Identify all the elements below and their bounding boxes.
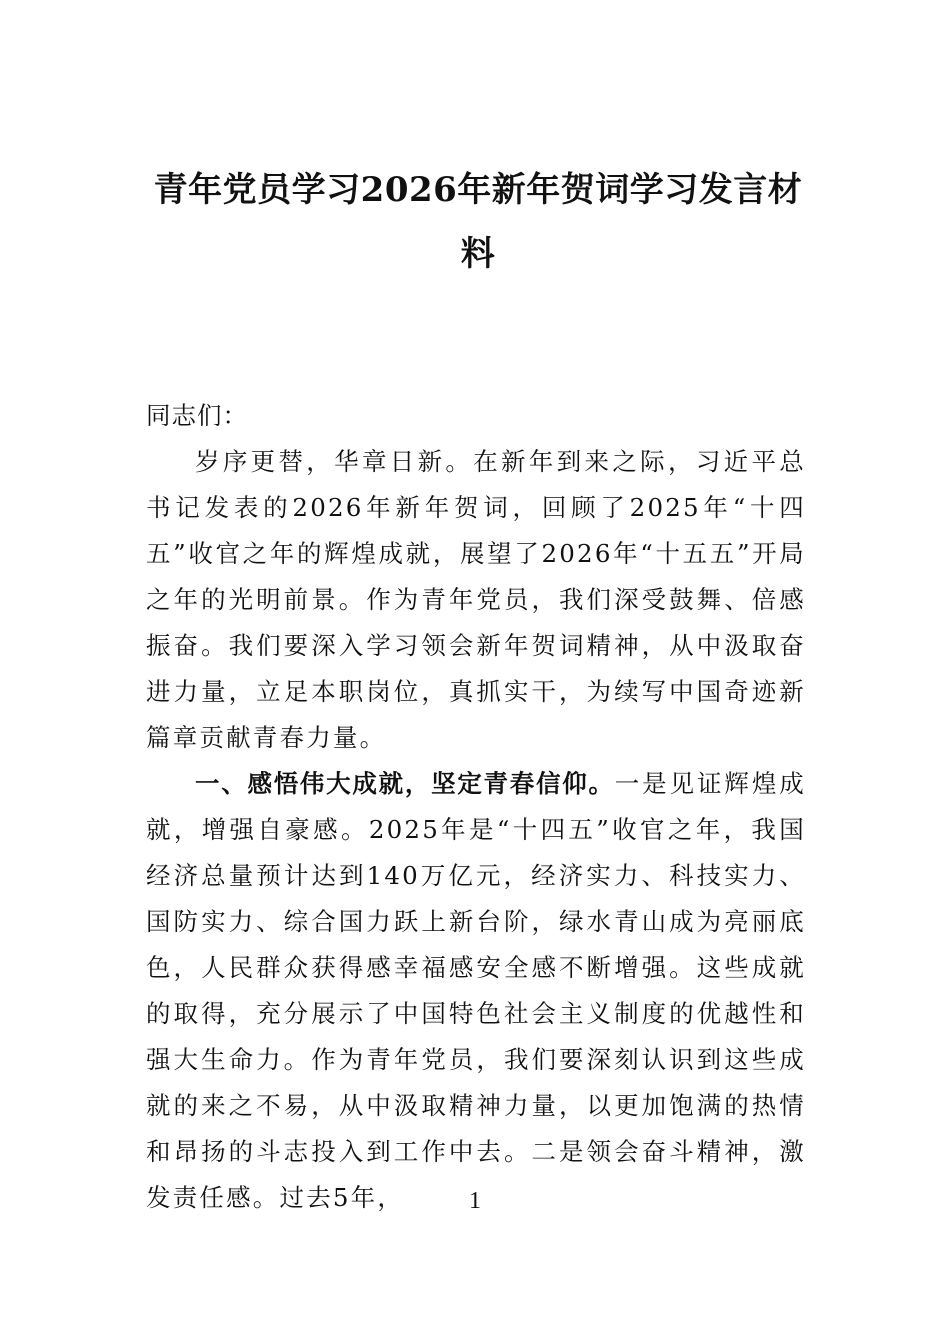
page-number: 1 [469, 1188, 481, 1214]
document-title: 青年党员学习2026年新年贺词学习发言材料 [153, 170, 803, 274]
paragraph-text: 岁序更替，华章日新。在新年到来之际，习近平总书记发表的2026年新年贺词，回顾了2025年“十四五”收官之年的辉煌成就，展望了2026年“十五五”开局之年的光明前景。作为青年党员，我们深受鼓舞、倍感振奋。我们要深入学习领会新年贺词精神，从中汲取奋进力量，立足本职岗位，真抓实干，为续写中国奇迹新篇章贡献青春力量。 [146, 447, 806, 752]
paragraph-text: 一是见证辉煌成就，增强自豪感。2025年是“十四五”收官之年，我国经济总量预计达到140万亿元，经济实力、科技实力、国防实力、综合国力跃上新台阶，绿水青山成为亮丽底色，人民群众获得感幸福感安全感不断增强。这些成就的取得，充分展示了中国特色社会主义制度的优越性和强大生命力。作为青年党员，我们要深刻认识到这些成就的来之不易，从中汲取精神力量，以更加饱满的热情和昂扬的斗志投入到工作中去。二是领会奋斗精神，激发责任感。过去5年， [146, 769, 806, 1212]
salutation: 同志们： [146, 401, 248, 430]
document-body [146, 393, 806, 1221]
paragraph-section-one [146, 761, 806, 1221]
paragraph-intro [146, 439, 806, 761]
section-heading: 一、感悟伟大成就，坚定青春信仰。 [195, 769, 615, 798]
